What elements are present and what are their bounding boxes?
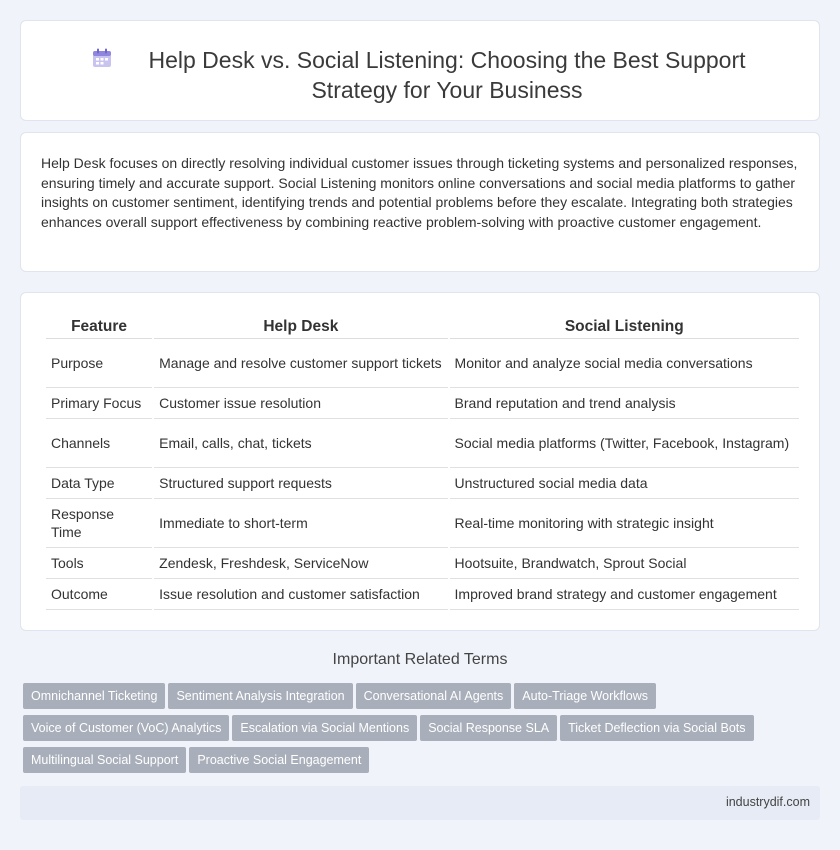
table-row: [46, 548, 799, 579]
help-desk-cell: Manage and resolve customer support tickets: [154, 339, 447, 388]
term-tag[interactable]: Auto-Triage Workflows: [514, 683, 656, 709]
feature-cell: Purpose: [46, 339, 152, 388]
help-desk-cell: Email, calls, chat, tickets: [154, 419, 447, 468]
help-desk-cell: Immediate to short-term: [154, 499, 447, 548]
feature-cell: Tools: [46, 548, 152, 579]
table-row: [46, 388, 799, 419]
term-tag[interactable]: Escalation via Social Mentions: [232, 715, 417, 741]
term-tag[interactable]: Voice of Customer (VoC) Analytics: [23, 715, 229, 741]
related-terms-heading: Important Related Terms: [332, 651, 508, 668]
column-header-social-listening: Social Listening: [450, 313, 799, 339]
column-header-help-desk: Help Desk: [154, 313, 447, 339]
intro-paragraph: Help Desk focuses on directly resolving individual customer issues through ticketing systems and personalized responses, ensuring timely and accurate support. Social Listening monitors online conversations and social media platforms to gather insights on customer sentiment, identifying trends and potential problems before they escalate. Integrating both strategies enhances overall support effectiveness by combining reactive problem-solving with proactive customer engagement.: [41, 155, 798, 230]
page-title: Help Desk vs. Social Listening: Choosing the Best Support Strategy for Your Business: [148, 47, 746, 103]
social-listening-cell: Social media platforms (Twitter, Facebook, Instagram): [450, 419, 799, 468]
column-header-feature: Feature: [46, 313, 152, 339]
table-header-row: [46, 313, 799, 339]
term-tag[interactable]: Proactive Social Engagement: [189, 747, 369, 773]
related-terms-tags: [23, 683, 823, 779]
feature-cell: Response Time: [46, 499, 152, 548]
social-listening-cell: Real-time monitoring with strategic insight: [450, 499, 799, 548]
social-listening-cell: Improved brand strategy and customer engagement: [450, 579, 799, 610]
table-row: [46, 499, 799, 548]
feature-cell: Primary Focus: [46, 388, 152, 419]
footer-site-link[interactable]: industrydif.com: [725, 795, 810, 809]
term-tag[interactable]: Sentiment Analysis Integration: [168, 683, 352, 709]
help-desk-cell: Customer issue resolution: [154, 388, 447, 419]
feature-cell: Outcome: [46, 579, 152, 610]
feature-cell: Channels: [46, 419, 152, 468]
social-listening-cell: Unstructured social media data: [450, 468, 799, 499]
term-tag[interactable]: Conversational AI Agents: [356, 683, 512, 709]
social-listening-cell: Monitor and analyze social media conversations: [450, 339, 799, 388]
help-desk-cell: Zendesk, Freshdesk, ServiceNow: [154, 548, 447, 579]
social-listening-cell: Hootsuite, Brandwatch, Sprout Social: [450, 548, 799, 579]
calendar-icon: [91, 47, 113, 69]
table-row: [46, 579, 799, 610]
term-tag[interactable]: Ticket Deflection via Social Bots: [560, 715, 753, 741]
footer: [20, 786, 820, 820]
comparison-table: [44, 313, 801, 610]
help-desk-cell: Issue resolution and customer satisfaction: [154, 579, 447, 610]
social-listening-cell: Brand reputation and trend analysis: [450, 388, 799, 419]
help-desk-cell: Structured support requests: [154, 468, 447, 499]
intro-card: [20, 132, 820, 272]
term-tag[interactable]: Multilingual Social Support: [23, 747, 186, 773]
term-tag[interactable]: Omnichannel Ticketing: [23, 683, 165, 709]
table-row: [46, 419, 799, 468]
table-row: [46, 339, 799, 388]
comparison-card: [20, 292, 820, 631]
term-tag[interactable]: Social Response SLA: [420, 715, 557, 741]
feature-cell: Data Type: [46, 468, 152, 499]
title-card: [20, 20, 820, 121]
table-row: [46, 468, 799, 499]
